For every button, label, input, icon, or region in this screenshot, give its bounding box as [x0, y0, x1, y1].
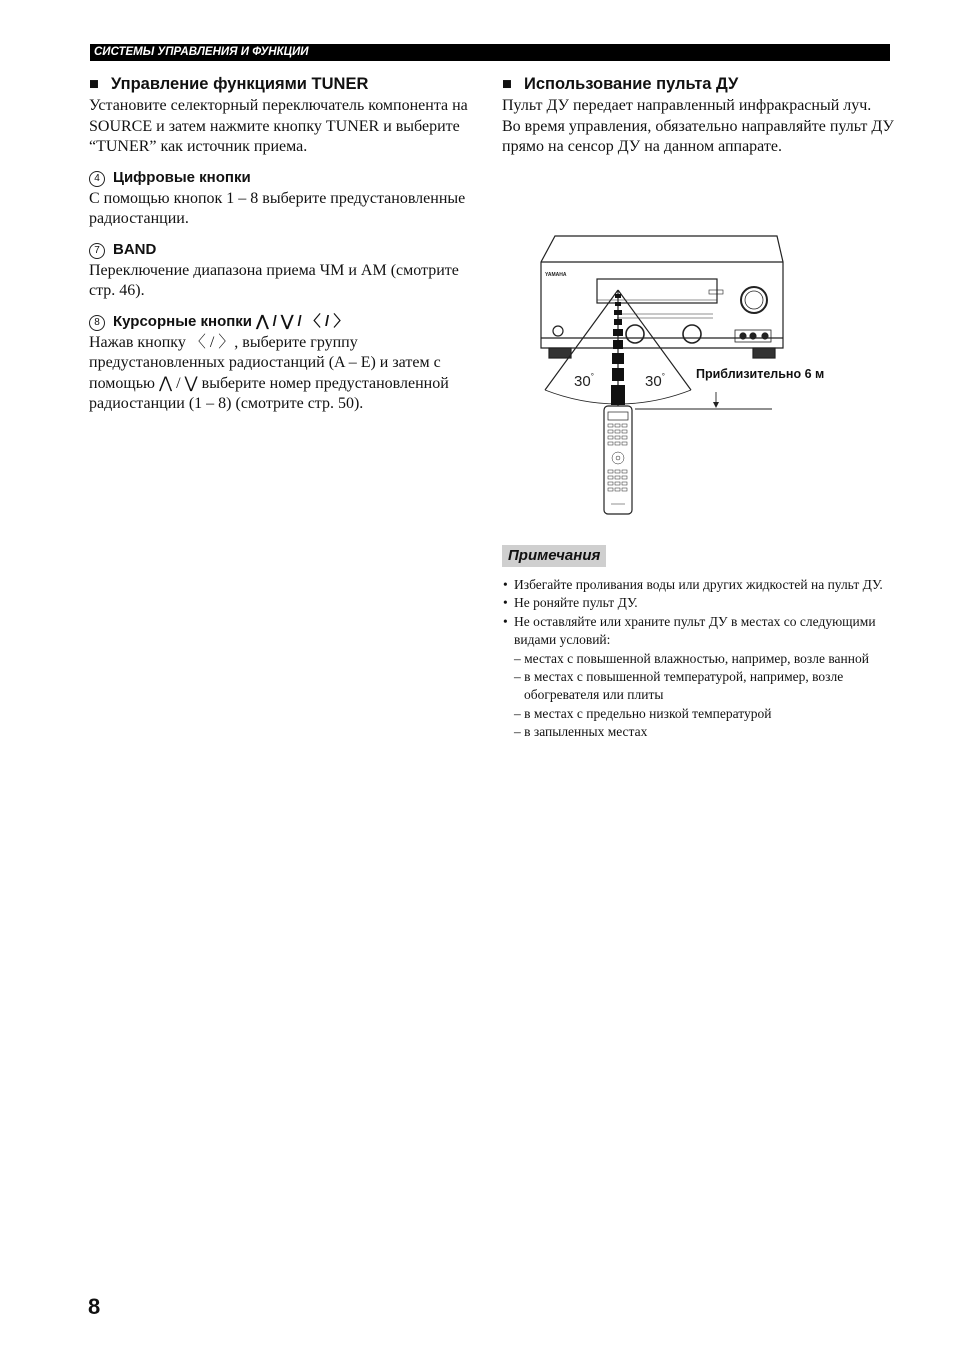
circled-number-icon: 7: [89, 243, 105, 259]
angle-right-label: 30°: [645, 372, 665, 390]
remote-section-title: [502, 74, 894, 94]
distance-label: Приблизительно 6 м: [696, 367, 825, 381]
note-bullet: • Не роняйте пульт ДУ.: [502, 594, 894, 612]
tuner-title-text: Управление функциями TUNER: [110, 75, 369, 93]
remote-title-text: Использование пульта ДУ: [523, 75, 739, 93]
notes-heading: Примечания: [502, 545, 606, 567]
item-digit-buttons-title: 4 Цифровые кнопки: [89, 168, 479, 187]
item-band-title: 7 BAND: [89, 240, 479, 259]
receiver-illustration: [541, 236, 783, 358]
square-bullet-icon: ■: [89, 75, 99, 93]
remote-para-2: Во время управления, обязательно направляйте пульт ДУ прямо на сенсор ДУ на данном аппарате.: [502, 117, 894, 155]
notes-list: [502, 576, 894, 742]
section-label: СИСТЕМЫ УПРАВЛЕНИЯ И ФУНКЦИИ: [94, 46, 309, 58]
page-number: 8: [88, 1294, 101, 1319]
item-cursor-buttons-text: Нажав кнопку 〈 / 〉, выберите группу предустановленных радиостанций (A – E) и затем с помощью ⋀ / ⋁ выберите номер предустановленной радиостанции (1 – 8) (смотрите стр. 50).: [89, 333, 449, 412]
item-cursor-buttons-title: 8 Курсорные кнопки ⋀ / ⋁ / 〈 / 〉: [89, 312, 479, 331]
note-dash-item: – в местах с предельно низкой температурой: [514, 705, 772, 721]
tuner-intro-text: Установите селекторный переключатель компонента на SOURCE и затем нажмите кнопку TUNER и выберите “TUNER” как источник приема.: [89, 97, 468, 155]
item-digit-buttons-text: С помощью кнопок 1 – 8 выберите предустановленные радиостанции.: [89, 189, 466, 227]
square-bullet-icon: ■: [502, 75, 512, 93]
remote-control-illustration: [604, 406, 632, 514]
circled-number-icon: 8: [89, 315, 105, 331]
right-column: [502, 74, 894, 158]
remote-para-1: Пульт ДУ передает направленный инфракрасный луч.: [502, 97, 872, 114]
item-band-text: Переключение диапазона приема ЧМ и АМ (смотрите стр. 46).: [89, 261, 459, 299]
angle-left-label: 30°: [574, 372, 594, 390]
note-bullet: • Избегайте проливания воды или других жидкостей на пульт ДУ.: [502, 576, 894, 594]
receiver-remote-diagram: [535, 232, 845, 522]
section-header-bar: [90, 44, 890, 61]
note-dash-item: – местах с повышенной влажностью, например, возле ванной: [514, 650, 869, 666]
remote-range-figure: [535, 232, 845, 522]
left-column: [89, 74, 479, 415]
brand-logo-text: YAMAHA: [545, 272, 567, 278]
tuner-section-title: [89, 74, 479, 94]
note-dash-item: – в запыленных местах: [514, 724, 648, 740]
circled-number-icon: 4: [89, 171, 105, 187]
note-dash-item: – в местах с повышенной температурой, например, возле обогревателя или плиты: [514, 669, 844, 703]
note-bullet: • Не оставляйте или храните пульт ДУ в местах со следующими видами условий:: [502, 613, 894, 650]
